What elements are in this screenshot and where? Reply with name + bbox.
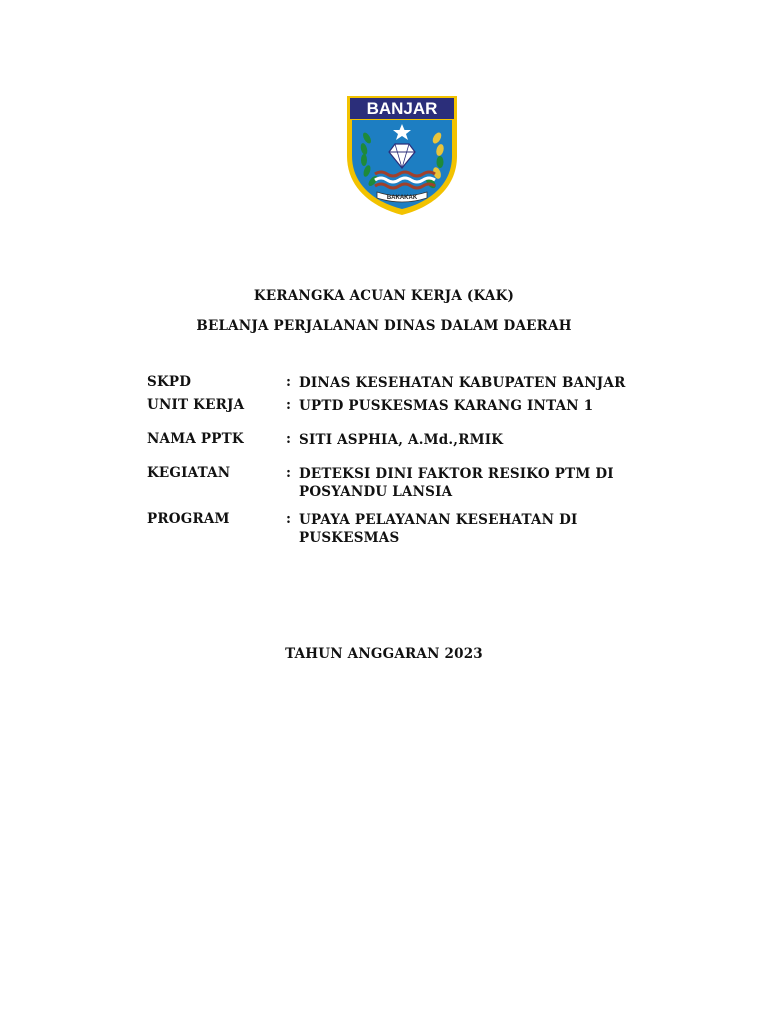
field-label: SKPD [147,374,192,390]
field-colon: : [286,511,292,527]
field-value: UPTD PUSKESMAS KARANG INTAN 1 [299,398,594,414]
budget-year: TAHUN ANGGARAN 2023 [285,646,483,662]
field-value: UPAYA PELAYANAN KESEHATAN DI PUSKESMAS [299,512,578,546]
field-colon: : [286,374,292,390]
field-label: PROGRAM [147,511,230,527]
field-value: DETEKSI DINI FAKTOR RESIKO PTM DI POSYANDU LANSIA [299,466,614,500]
document-title: KERANGKA ACUAN KERJA (KAK) [253,288,515,304]
field-label: UNIT KERJA [147,397,245,413]
emblem-label-text: BANJAR [366,99,438,118]
banjar-regency-emblem [345,94,459,216]
emblem-ribbon-text: BAKAKAK [386,195,418,201]
field-value: DINAS KESEHATAN KABUPATEN BANJAR [299,375,626,391]
field-colon: : [286,431,292,447]
field-label: NAMA PPTK [147,431,244,447]
document-subtitle: BELANJA PERJALANAN DINAS DALAM DAERAH [196,318,572,334]
field-value: SITI ASPHIA, A.Md.,RMIK [299,432,504,448]
field-colon: : [286,465,292,481]
field-colon: : [286,397,292,413]
field-label: KEGIATAN [147,465,231,481]
